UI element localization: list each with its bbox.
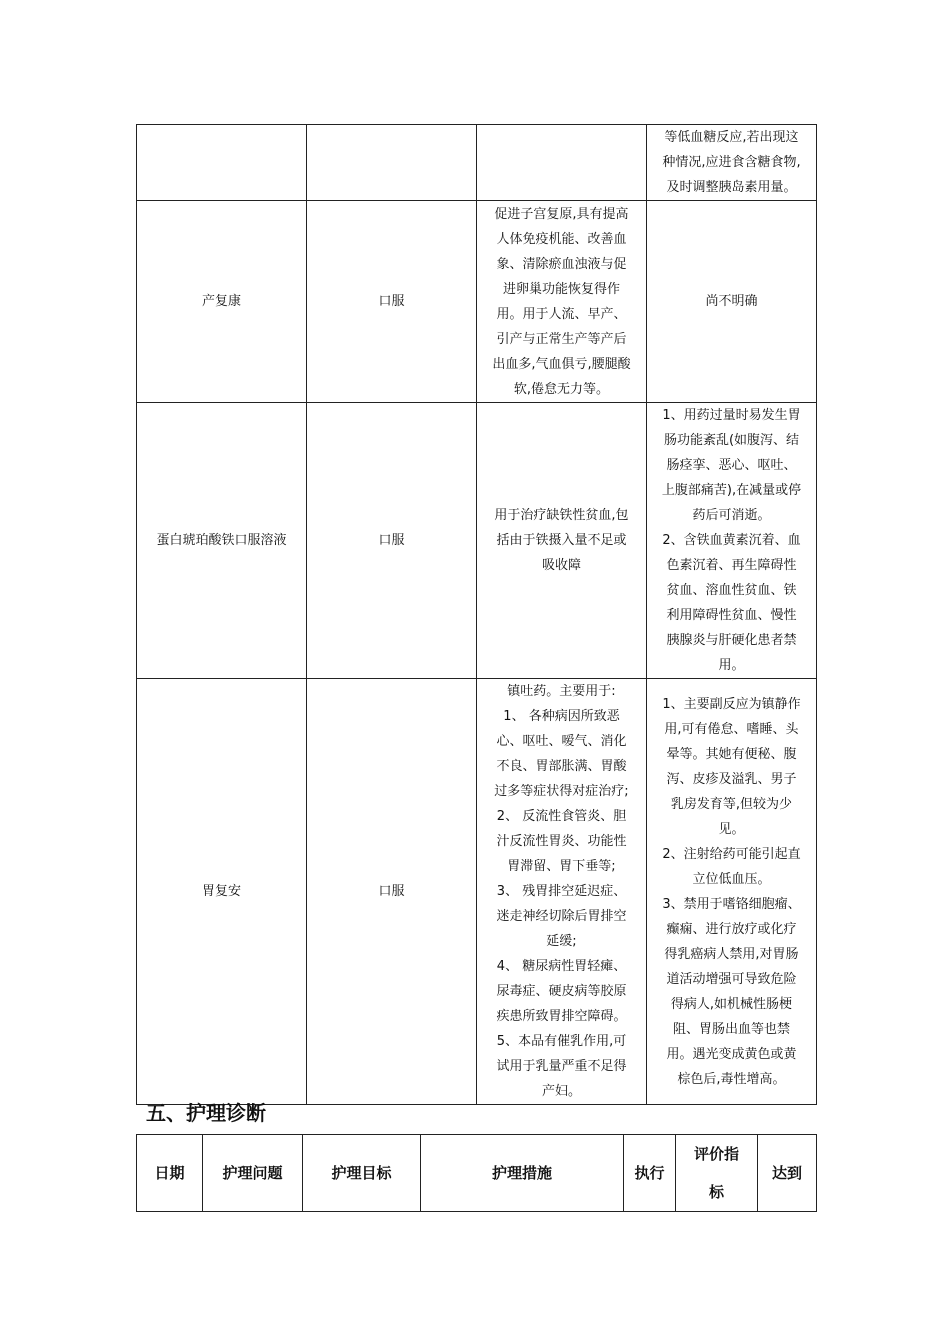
indication-line: 4、 糖尿病性胃轻瘫、 xyxy=(496,959,627,974)
indication-line: 镇吐药。主要用于: xyxy=(507,684,616,699)
header-achieve: 达到 xyxy=(758,1135,817,1212)
indication-line: 出血多,气血俱亏,腰腿酸 xyxy=(492,356,631,372)
side-effect-line: 得乳癌病人禁用,对胃肠 xyxy=(664,946,799,962)
side-effect-line: 2、注射给药可能引起直 xyxy=(662,846,801,862)
side-effect-line: 立位低血压。 xyxy=(692,871,771,887)
side-effect-line: 种情况,应进食含糖食物, xyxy=(662,155,801,170)
drug-table xyxy=(136,124,817,1105)
side-effect-line: 1、用药过量时易发生胃 xyxy=(662,408,801,423)
side-effect-line: 乳房发育等,但较为少 xyxy=(670,796,793,812)
side-effect-line: 色素沉着、再生障碍性 xyxy=(666,558,797,573)
side-effect-line: 及时调整胰岛素用量。 xyxy=(666,180,797,195)
drug-row xyxy=(137,403,817,679)
drug-route-cell xyxy=(307,125,477,201)
indication-line: 2、 反流性食管炎、胆 xyxy=(496,809,627,824)
drug-row xyxy=(137,201,817,403)
indication-line: 吸收障 xyxy=(541,558,581,573)
side-effect-line: 癫痫、进行放疗或化疗 xyxy=(666,921,797,937)
indication-line: 3、 残胃排空延迟症、 xyxy=(496,884,627,899)
indication-line: 心、呕吐、嗳气、消化 xyxy=(496,734,627,749)
header-measures: 护理措施 xyxy=(421,1135,624,1212)
side-effect-line: 等低血糖反应,若出现这 xyxy=(664,130,799,145)
indication-line: 括由于铁摄入量不足或 xyxy=(496,533,627,548)
drug-indication-cell xyxy=(477,201,647,403)
indication-line: 产妇。 xyxy=(541,1084,581,1099)
drug-side-effects-cell xyxy=(647,679,817,1105)
nursing-header-row xyxy=(137,1135,817,1212)
drug-name-cell: 蛋白琥珀酸铁口服溶液 xyxy=(137,403,307,679)
indication-line: 用。用于人流、早产、 xyxy=(496,306,627,322)
indication-line: 软,倦怠无力等。 xyxy=(513,381,610,397)
side-effect-line: 见。 xyxy=(718,821,745,837)
drug-name-cell: 产复康 xyxy=(137,201,307,403)
indication-line: 胃滞留、胃下垂等; xyxy=(507,859,616,874)
drug-name-cell xyxy=(137,125,307,201)
indication-line: 进卵巢功能恢复得作 xyxy=(502,281,620,297)
side-effect-line: 用,可有倦怠、嗜睡、头 xyxy=(664,721,799,737)
drug-route-cell: 口服 xyxy=(307,201,477,403)
indication-line: 人体免疫机能、改善血 xyxy=(496,231,627,247)
header-execute: 执行 xyxy=(624,1135,676,1212)
side-effect-line: 药后可消逝。 xyxy=(692,508,771,523)
header-date: 日期 xyxy=(137,1135,203,1212)
indication-line: 5、本品有催乳作用,可 xyxy=(496,1034,627,1049)
section-title: 五、护理诊断 xyxy=(146,1101,266,1125)
side-effect-line: 棕色后,毒性增高。 xyxy=(677,1071,786,1087)
indication-line: 汁反流性胃炎、功能性 xyxy=(496,834,627,849)
drug-route-cell: 口服 xyxy=(307,403,477,679)
header-goal: 护理目标 xyxy=(303,1135,421,1212)
indication-line: 尿毒症、硬皮病等胶原 xyxy=(496,984,627,999)
drug-indication-cell xyxy=(477,403,647,679)
side-effect-line: 2、含铁血黄素沉着、血 xyxy=(662,533,801,548)
indication-line: 促进子宫复原,具有提高 xyxy=(494,206,629,222)
side-effect-line: 肠功能紊乱(如腹泻、结 xyxy=(663,433,800,448)
indication-line: 引产与正常生产等产后 xyxy=(496,331,627,347)
drug-side-effects-cell xyxy=(647,201,817,403)
drug-route-cell: 口服 xyxy=(307,679,477,1105)
indication-line: 象、清除瘀血浊液与促 xyxy=(496,256,627,272)
side-effect-line: 利用障碍性贫血、慢性 xyxy=(666,608,797,623)
indication-line: 延缓; xyxy=(546,934,577,949)
side-effect-line: 尚不明确 xyxy=(705,294,758,309)
drug-row xyxy=(137,125,817,201)
side-effect-line: 阻、胃肠出血等也禁 xyxy=(672,1021,790,1037)
drug-indication-cell xyxy=(477,679,647,1105)
drug-name-cell: 胃复安 xyxy=(137,679,307,1105)
drug-side-effects-cell xyxy=(647,403,817,679)
side-effect-line: 上腹部痛苦),在减量或停 xyxy=(661,483,802,498)
side-effect-line: 晕等。其她有便秘、腹 xyxy=(666,746,797,762)
header-evaluation-line1: 评价指 xyxy=(693,1145,739,1163)
indication-line: 疾患所致胃排空障碍。 xyxy=(496,1009,627,1024)
side-effect-line: 3、禁用于嗜铬细胞瘤、 xyxy=(662,896,801,912)
drug-indication-cell xyxy=(477,125,647,201)
nursing-diagnosis-table xyxy=(136,1134,817,1212)
indication-line: 试用于乳量严重不足得 xyxy=(496,1059,627,1074)
side-effect-line: 胰腺炎与肝硬化患者禁 xyxy=(666,633,797,648)
indication-line: 用于治疗缺铁性贫血,包 xyxy=(494,508,629,523)
side-effect-line: 道活动增强可导致危险 xyxy=(666,971,797,987)
header-evaluation xyxy=(676,1135,758,1212)
side-effect-line: 用。遇光变成黄色或黄 xyxy=(666,1046,797,1062)
side-effect-line: 贫血、溶血性贫血、铁 xyxy=(666,583,797,598)
side-effect-line: 用。 xyxy=(718,658,745,673)
header-problem: 护理问题 xyxy=(203,1135,303,1212)
drug-row xyxy=(137,679,817,1105)
side-effect-line: 得病人,如机械性肠梗 xyxy=(670,996,793,1012)
indication-line: 过多等症状得对症治疗; xyxy=(494,784,629,799)
side-effect-line: 肠痉挛、恶心、呕吐、 xyxy=(666,458,797,473)
header-evaluation-line2: 标 xyxy=(708,1183,724,1201)
drug-side-effects-cell xyxy=(647,125,817,201)
side-effect-line: 1、主要副反应为镇静作 xyxy=(662,696,801,712)
side-effect-line: 泻、皮疹及溢乳、男子 xyxy=(666,771,797,787)
indication-line: 迷走神经切除后胃排空 xyxy=(496,909,627,924)
indication-line: 1、 各种病因所致恶 xyxy=(503,709,620,724)
indication-line: 不良、胃部胀满、胃酸 xyxy=(496,759,627,774)
